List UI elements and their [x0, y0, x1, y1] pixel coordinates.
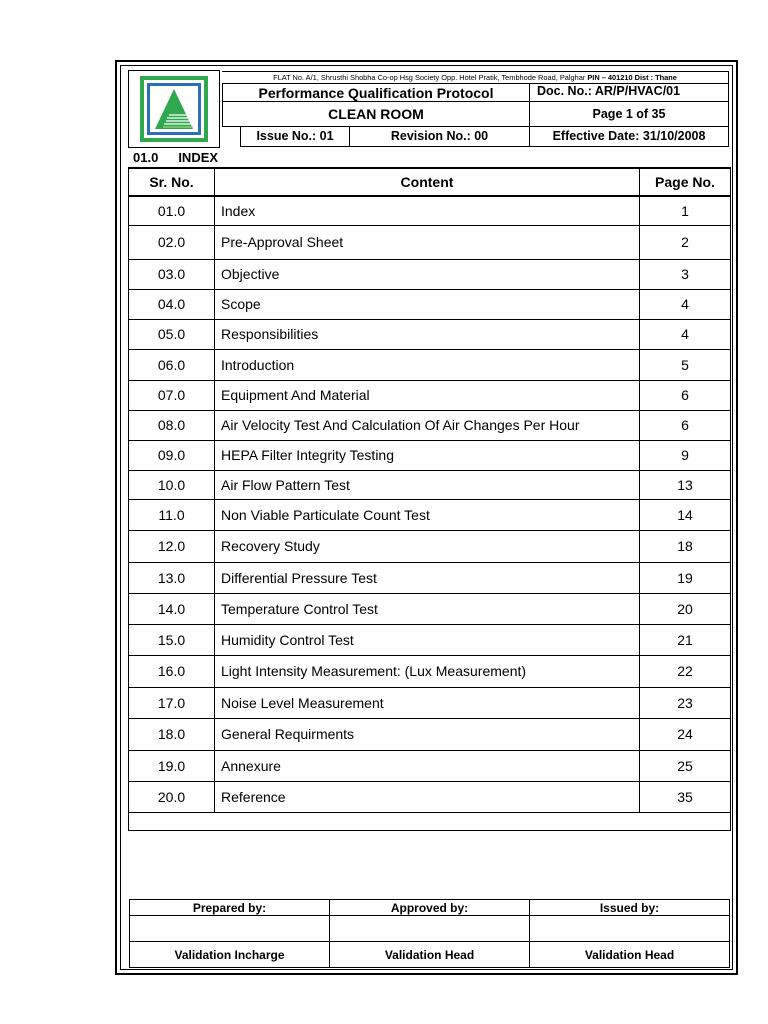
row-sr-no: 05.0 — [129, 319, 215, 349]
table-row — [129, 410, 731, 440]
blank-cell — [640, 812, 731, 830]
header-page-no: Page No. — [640, 168, 731, 196]
table-row — [129, 593, 731, 624]
row-sr-no: 06.0 — [129, 349, 215, 380]
table-row — [129, 289, 731, 319]
table-row — [129, 750, 731, 781]
company-logo — [128, 70, 220, 148]
issued-by-role: Validation Head — [530, 942, 730, 968]
signature-table — [129, 899, 730, 968]
table-row — [129, 470, 731, 499]
row-content: Temperature Control Test — [215, 593, 640, 624]
table-row — [129, 259, 731, 289]
row-sr-no: 03.0 — [129, 259, 215, 289]
row-page-no: 4 — [640, 319, 731, 349]
row-page-no: 14 — [640, 499, 731, 530]
revision-number: Revision No.: 00 — [349, 126, 530, 147]
row-sr-no: 11.0 — [129, 499, 215, 530]
row-sr-no: 04.0 — [129, 289, 215, 319]
row-content: General Requirments — [215, 718, 640, 750]
row-content: Index — [215, 196, 640, 225]
row-content: Pre-Approval Sheet — [215, 225, 640, 259]
row-page-no: 13 — [640, 470, 731, 499]
table-row — [129, 196, 731, 225]
table-row — [129, 781, 731, 812]
row-sr-no: 01.0 — [129, 196, 215, 225]
table-row — [129, 349, 731, 380]
table-row — [129, 499, 731, 530]
row-page-no: 4 — [640, 289, 731, 319]
prepared-by-signature — [130, 916, 330, 942]
row-page-no: 6 — [640, 380, 731, 410]
prepared-by-role: Validation Incharge — [130, 942, 330, 968]
row-page-no: 2 — [640, 225, 731, 259]
table-row — [129, 624, 731, 655]
table-row — [129, 655, 731, 687]
row-page-no: 6 — [640, 410, 731, 440]
row-page-no: 3 — [640, 259, 731, 289]
row-sr-no: 08.0 — [129, 410, 215, 440]
row-page-no: 25 — [640, 750, 731, 781]
row-page-no: 20 — [640, 593, 731, 624]
table-row — [129, 319, 731, 349]
row-page-no: 35 — [640, 781, 731, 812]
issued-by-signature — [530, 916, 730, 942]
document-number: Doc. No.: AR/P/HVAC/01 — [529, 83, 729, 102]
index-table — [128, 167, 731, 831]
row-page-no: 5 — [640, 349, 731, 380]
table-row — [129, 225, 731, 259]
issue-number: Issue No.: 01 — [240, 126, 350, 147]
index-table-body — [129, 196, 731, 830]
company-address: FLAT No. A/1, Shrusthi Shobha Co-op Hsg Society Opp. Hotel Pratik, Tembhode Road, Palghar PIN – 401210 Dist : Thane — [222, 71, 729, 83]
table-row-blank — [129, 812, 731, 830]
row-content: Noise Level Measurement — [215, 687, 640, 718]
row-content: Equipment And Material — [215, 380, 640, 410]
document-subtitle: CLEAN ROOM — [222, 101, 530, 127]
row-content: Light Intensity Measurement: (Lux Measurement) — [215, 655, 640, 687]
approved-by-label: Approved by: — [330, 900, 530, 916]
row-sr-no: 16.0 — [129, 655, 215, 687]
blank-cell — [215, 812, 640, 830]
row-content: Introduction — [215, 349, 640, 380]
row-sr-no: 13.0 — [129, 562, 215, 593]
row-sr-no: 17.0 — [129, 687, 215, 718]
row-sr-no: 18.0 — [129, 718, 215, 750]
row-sr-no: 15.0 — [129, 624, 215, 655]
header-content: Content — [215, 168, 640, 196]
row-content: HEPA Filter Integrity Testing — [215, 440, 640, 470]
approved-by-role: Validation Head — [330, 942, 530, 968]
table-row — [129, 562, 731, 593]
row-content: Air Velocity Test And Calculation Of Air Changes Per Hour — [215, 410, 640, 440]
table-row — [129, 687, 731, 718]
row-sr-no: 09.0 — [129, 440, 215, 470]
approved-by-signature — [330, 916, 530, 942]
row-content: Objective — [215, 259, 640, 289]
row-sr-no: 20.0 — [129, 781, 215, 812]
row-sr-no: 19.0 — [129, 750, 215, 781]
row-page-no: 1 — [640, 196, 731, 225]
section-title: INDEX — [178, 150, 219, 165]
effective-date: Effective Date: 31/10/2008 — [529, 126, 729, 147]
blank-cell — [129, 812, 215, 830]
row-content: Scope — [215, 289, 640, 319]
row-content: Responsibilities — [215, 319, 640, 349]
prepared-by-label: Prepared by: — [130, 900, 330, 916]
row-content: Air Flow Pattern Test — [215, 470, 640, 499]
row-sr-no: 10.0 — [129, 470, 215, 499]
document-title: Performance Qualification Protocol — [222, 83, 530, 102]
row-content: Differential Pressure Test — [215, 562, 640, 593]
row-page-no: 18 — [640, 530, 731, 562]
table-row — [129, 718, 731, 750]
row-page-no: 24 — [640, 718, 731, 750]
row-content: Recovery Study — [215, 530, 640, 562]
row-sr-no: 14.0 — [129, 593, 215, 624]
row-page-no: 19 — [640, 562, 731, 593]
issued-by-label: Issued by: — [530, 900, 730, 916]
row-page-no: 9 — [640, 440, 731, 470]
header-sr-no: Sr. No. — [129, 168, 215, 196]
index-table-header — [129, 168, 731, 196]
section-number: 01.0 — [133, 150, 159, 165]
table-row — [129, 380, 731, 410]
row-content: Annexure — [215, 750, 640, 781]
table-row — [129, 440, 731, 470]
row-sr-no: 02.0 — [129, 225, 215, 259]
row-page-no: 21 — [640, 624, 731, 655]
table-row — [129, 530, 731, 562]
row-content: Humidity Control Test — [215, 624, 640, 655]
page-number: Page 1 of 35 — [529, 101, 729, 127]
triangle-logo-icon — [129, 71, 219, 147]
row-content: Non Viable Particulate Count Test — [215, 499, 640, 530]
row-page-no: 23 — [640, 687, 731, 718]
row-content: Reference — [215, 781, 640, 812]
row-page-no: 22 — [640, 655, 731, 687]
row-sr-no: 07.0 — [129, 380, 215, 410]
section-heading — [133, 150, 238, 165]
row-sr-no: 12.0 — [129, 530, 215, 562]
